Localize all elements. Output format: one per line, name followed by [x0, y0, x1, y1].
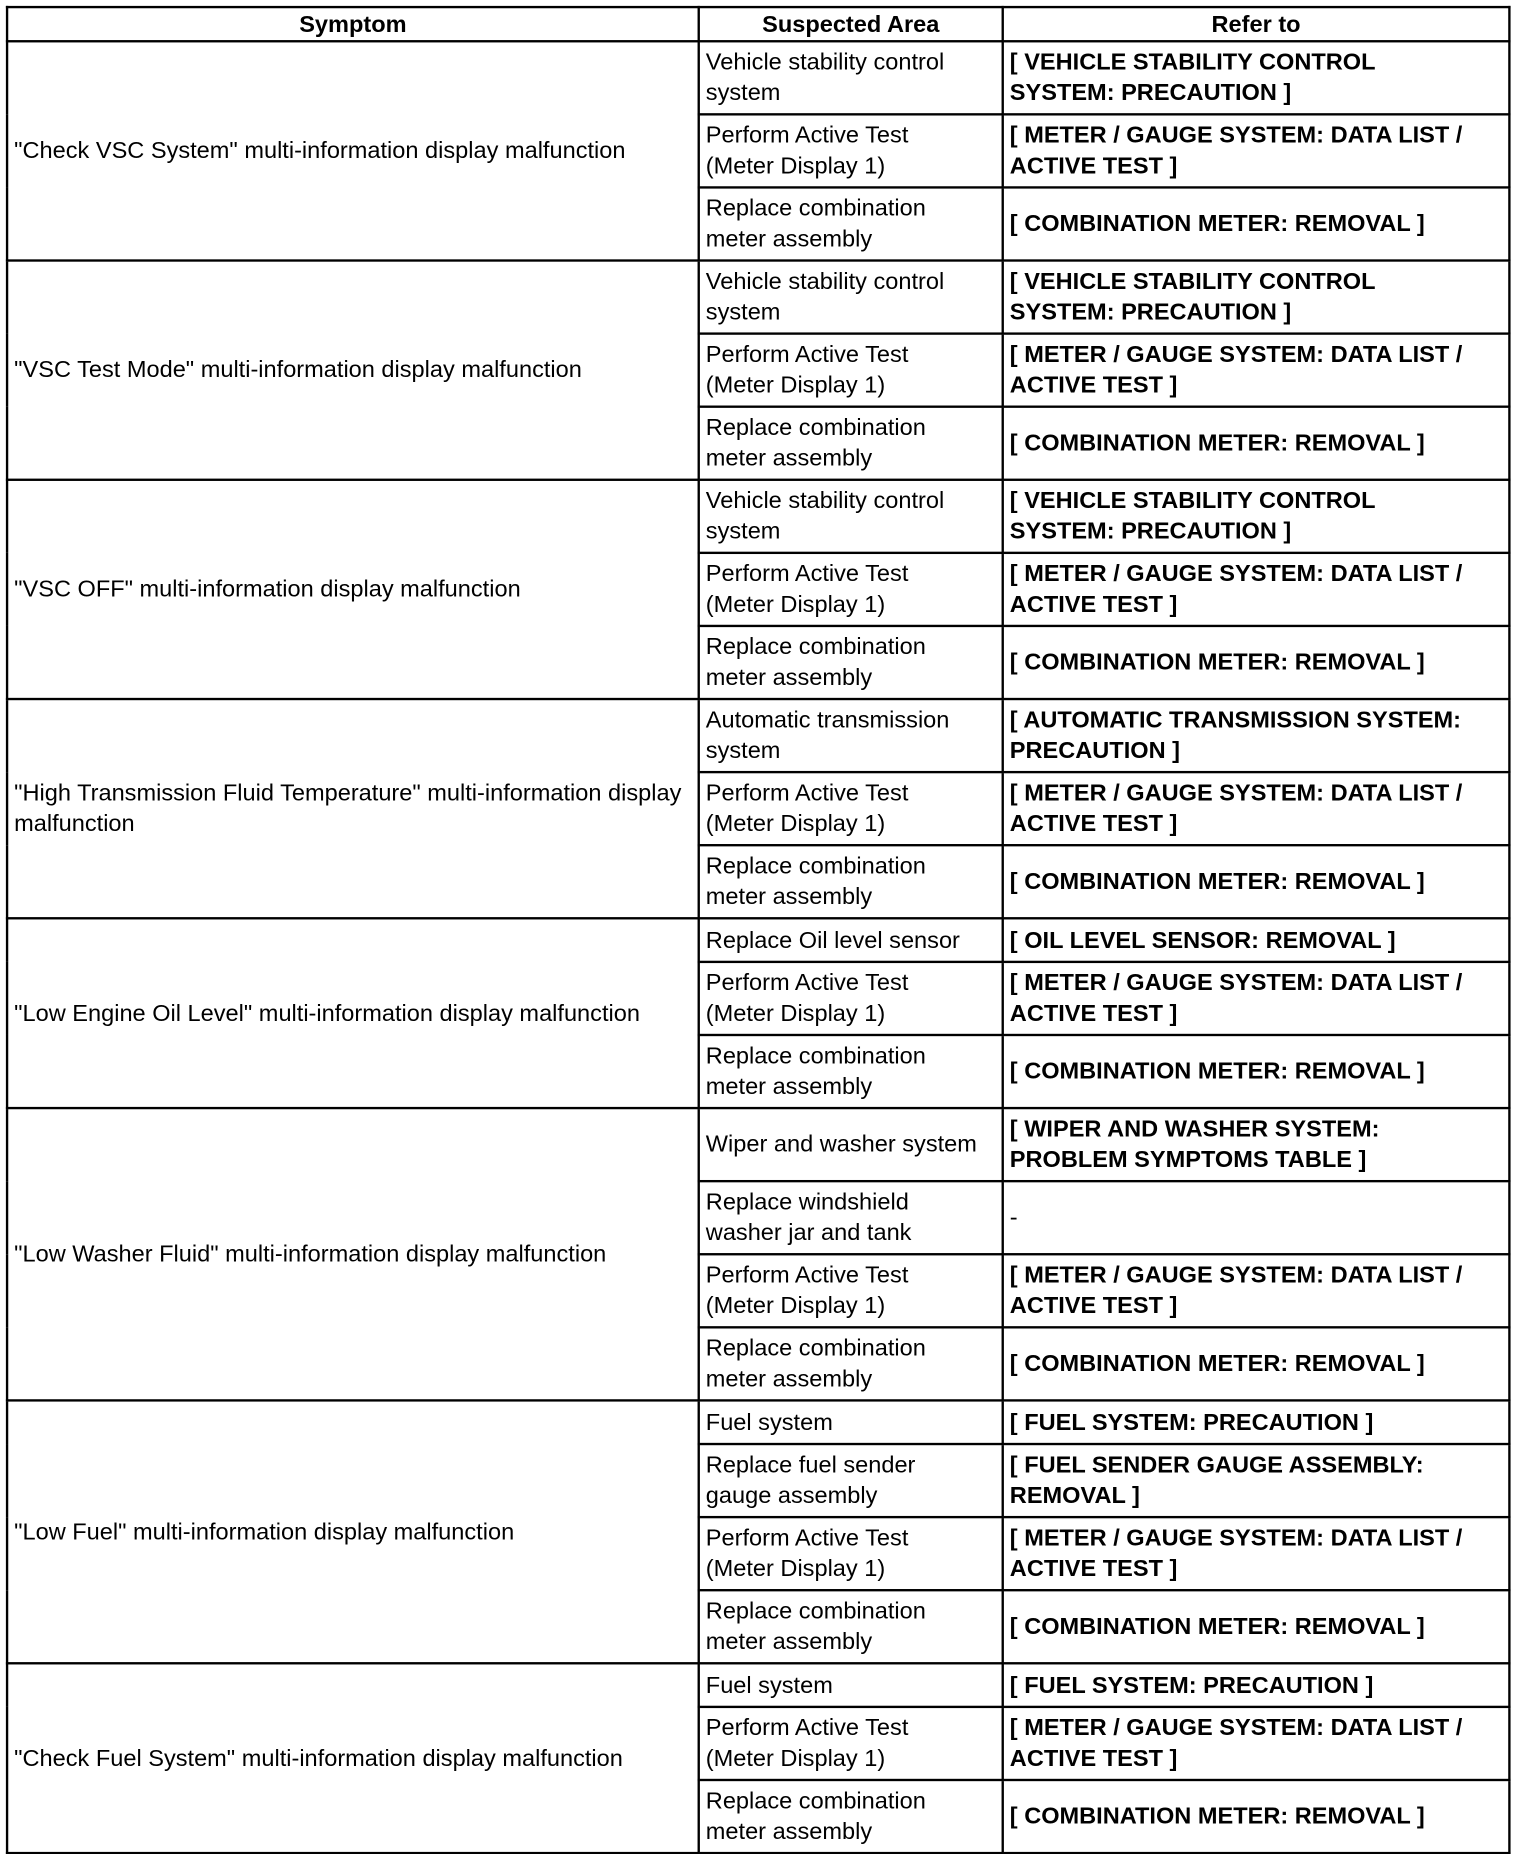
refer-to-cell: [ METER / GAUGE SYSTEM: DATA LIST / ACTIVE TEST ]	[1003, 114, 1510, 187]
refer-to-cell: [ AUTOMATIC TRANSMISSION SYSTEM: PRECAUTION ]	[1003, 699, 1510, 772]
suspected-area-cell: Perform Active Test (Meter Display 1)	[699, 1707, 1003, 1780]
table-row	[7, 1400, 1509, 1444]
suspected-area-cell: Perform Active Test (Meter Display 1)	[699, 772, 1003, 845]
refer-to-cell: [ COMBINATION METER: REMOVAL ]	[1003, 1035, 1510, 1108]
suspected-area-cell: Perform Active Test (Meter Display 1)	[699, 553, 1003, 626]
symptom-cell: "Low Washer Fluid" multi-information display malfunction	[7, 1108, 699, 1400]
refer-to-cell: [ COMBINATION METER: REMOVAL ]	[1003, 1780, 1510, 1853]
suspected-area-cell: Replace combination meter assembly	[699, 187, 1003, 260]
suspected-area-cell: Vehicle stability control system	[699, 480, 1003, 553]
refer-to-cell: [ VEHICLE STABILITY CONTROL SYSTEM: PRECAUTION ]	[1003, 41, 1510, 114]
suspected-area-cell: Perform Active Test (Meter Display 1)	[699, 334, 1003, 407]
refer-to-cell: [ COMBINATION METER: REMOVAL ]	[1003, 845, 1510, 918]
suspected-area-cell: Fuel system	[699, 1400, 1003, 1444]
refer-to-cell: [ VEHICLE STABILITY CONTROL SYSTEM: PRECAUTION ]	[1003, 480, 1510, 553]
refer-to-cell: [ METER / GAUGE SYSTEM: DATA LIST / ACTIVE TEST ]	[1003, 1707, 1510, 1780]
suspected-area-cell: Vehicle stability control system	[699, 261, 1003, 334]
refer-to-cell: [ COMBINATION METER: REMOVAL ]	[1003, 187, 1510, 260]
table-row	[7, 41, 1509, 114]
table-row	[7, 1663, 1509, 1707]
suspected-area-cell: Perform Active Test (Meter Display 1)	[699, 962, 1003, 1035]
suspected-area-cell: Perform Active Test (Meter Display 1)	[699, 1254, 1003, 1327]
symptom-cell: "Check Fuel System" multi-information display malfunction	[7, 1663, 699, 1853]
symptom-column-header: Symptom	[7, 7, 699, 41]
suspected-area-cell: Replace combination meter assembly	[699, 845, 1003, 918]
refer-to-cell: [ METER / GAUGE SYSTEM: DATA LIST / ACTIVE TEST ]	[1003, 1517, 1510, 1590]
refer-to-cell: [ METER / GAUGE SYSTEM: DATA LIST / ACTIVE TEST ]	[1003, 772, 1510, 845]
refer-to-column-header: Refer to	[1003, 7, 1510, 41]
refer-to-cell: [ COMBINATION METER: REMOVAL ]	[1003, 407, 1510, 480]
symptom-cell: "High Transmission Fluid Temperature" multi-information display malfunction	[7, 699, 699, 918]
refer-to-cell: [ METER / GAUGE SYSTEM: DATA LIST / ACTIVE TEST ]	[1003, 1254, 1510, 1327]
refer-to-cell: [ OIL LEVEL SENSOR: REMOVAL ]	[1003, 918, 1510, 962]
refer-to-cell: [ COMBINATION METER: REMOVAL ]	[1003, 1590, 1510, 1663]
refer-to-cell: [ VEHICLE STABILITY CONTROL SYSTEM: PRECAUTION ]	[1003, 261, 1510, 334]
suspected-area-cell: Perform Active Test (Meter Display 1)	[699, 1517, 1003, 1590]
suspected-area-cell: Replace combination meter assembly	[699, 407, 1003, 480]
suspected-area-cell: Replace combination meter assembly	[699, 1327, 1003, 1400]
table-row	[7, 480, 1509, 553]
suspected-area-cell: Replace Oil level sensor	[699, 918, 1003, 962]
table-row	[7, 918, 1509, 962]
refer-to-cell: [ COMBINATION METER: REMOVAL ]	[1003, 626, 1510, 699]
table-row	[7, 699, 1509, 772]
refer-to-cell: [ FUEL SYSTEM: PRECAUTION ]	[1003, 1663, 1510, 1707]
refer-to-cell: [ METER / GAUGE SYSTEM: DATA LIST / ACTIVE TEST ]	[1003, 553, 1510, 626]
suspected-area-cell: Replace combination meter assembly	[699, 1590, 1003, 1663]
suspected-area-cell: Replace combination meter assembly	[699, 1035, 1003, 1108]
header-row	[7, 7, 1509, 41]
refer-to-cell: [ FUEL SYSTEM: PRECAUTION ]	[1003, 1400, 1510, 1444]
table-body	[7, 41, 1509, 1853]
refer-to-cell: [ METER / GAUGE SYSTEM: DATA LIST / ACTIVE TEST ]	[1003, 334, 1510, 407]
symptom-cell: "Check VSC System" multi-information display malfunction	[7, 41, 699, 260]
refer-to-cell: [ METER / GAUGE SYSTEM: DATA LIST / ACTIVE TEST ]	[1003, 962, 1510, 1035]
suspected-area-cell: Replace windshield washer jar and tank	[699, 1181, 1003, 1254]
suspected-area-cell: Replace combination meter assembly	[699, 1780, 1003, 1853]
refer-to-cell: [ WIPER AND WASHER SYSTEM: PROBLEM SYMPTOMS TABLE ]	[1003, 1108, 1510, 1181]
refer-to-cell: -	[1003, 1181, 1510, 1254]
suspected-area-cell: Wiper and washer system	[699, 1108, 1003, 1181]
suspected-area-column-header: Suspected Area	[699, 7, 1003, 41]
suspected-area-cell: Automatic transmission system	[699, 699, 1003, 772]
refer-to-cell: [ COMBINATION METER: REMOVAL ]	[1003, 1327, 1510, 1400]
suspected-area-cell: Replace fuel sender gauge assembly	[699, 1444, 1003, 1517]
symptom-cell: "VSC OFF" multi-information display malfunction	[7, 480, 699, 699]
symptom-cell: "VSC Test Mode" multi-information display malfunction	[7, 261, 699, 480]
table-row	[7, 1108, 1509, 1181]
suspected-area-cell: Vehicle stability control system	[699, 41, 1003, 114]
table-row	[7, 261, 1509, 334]
suspected-area-cell: Perform Active Test (Meter Display 1)	[699, 114, 1003, 187]
refer-to-cell: [ FUEL SENDER GAUGE ASSEMBLY: REMOVAL ]	[1003, 1444, 1510, 1517]
symptom-cell: "Low Engine Oil Level" multi-information display malfunction	[7, 918, 699, 1108]
symptom-cell: "Low Fuel" multi-information display malfunction	[7, 1400, 699, 1663]
suspected-area-cell: Fuel system	[699, 1663, 1003, 1707]
problem-symptoms-table	[6, 6, 1511, 1854]
suspected-area-cell: Replace combination meter assembly	[699, 626, 1003, 699]
